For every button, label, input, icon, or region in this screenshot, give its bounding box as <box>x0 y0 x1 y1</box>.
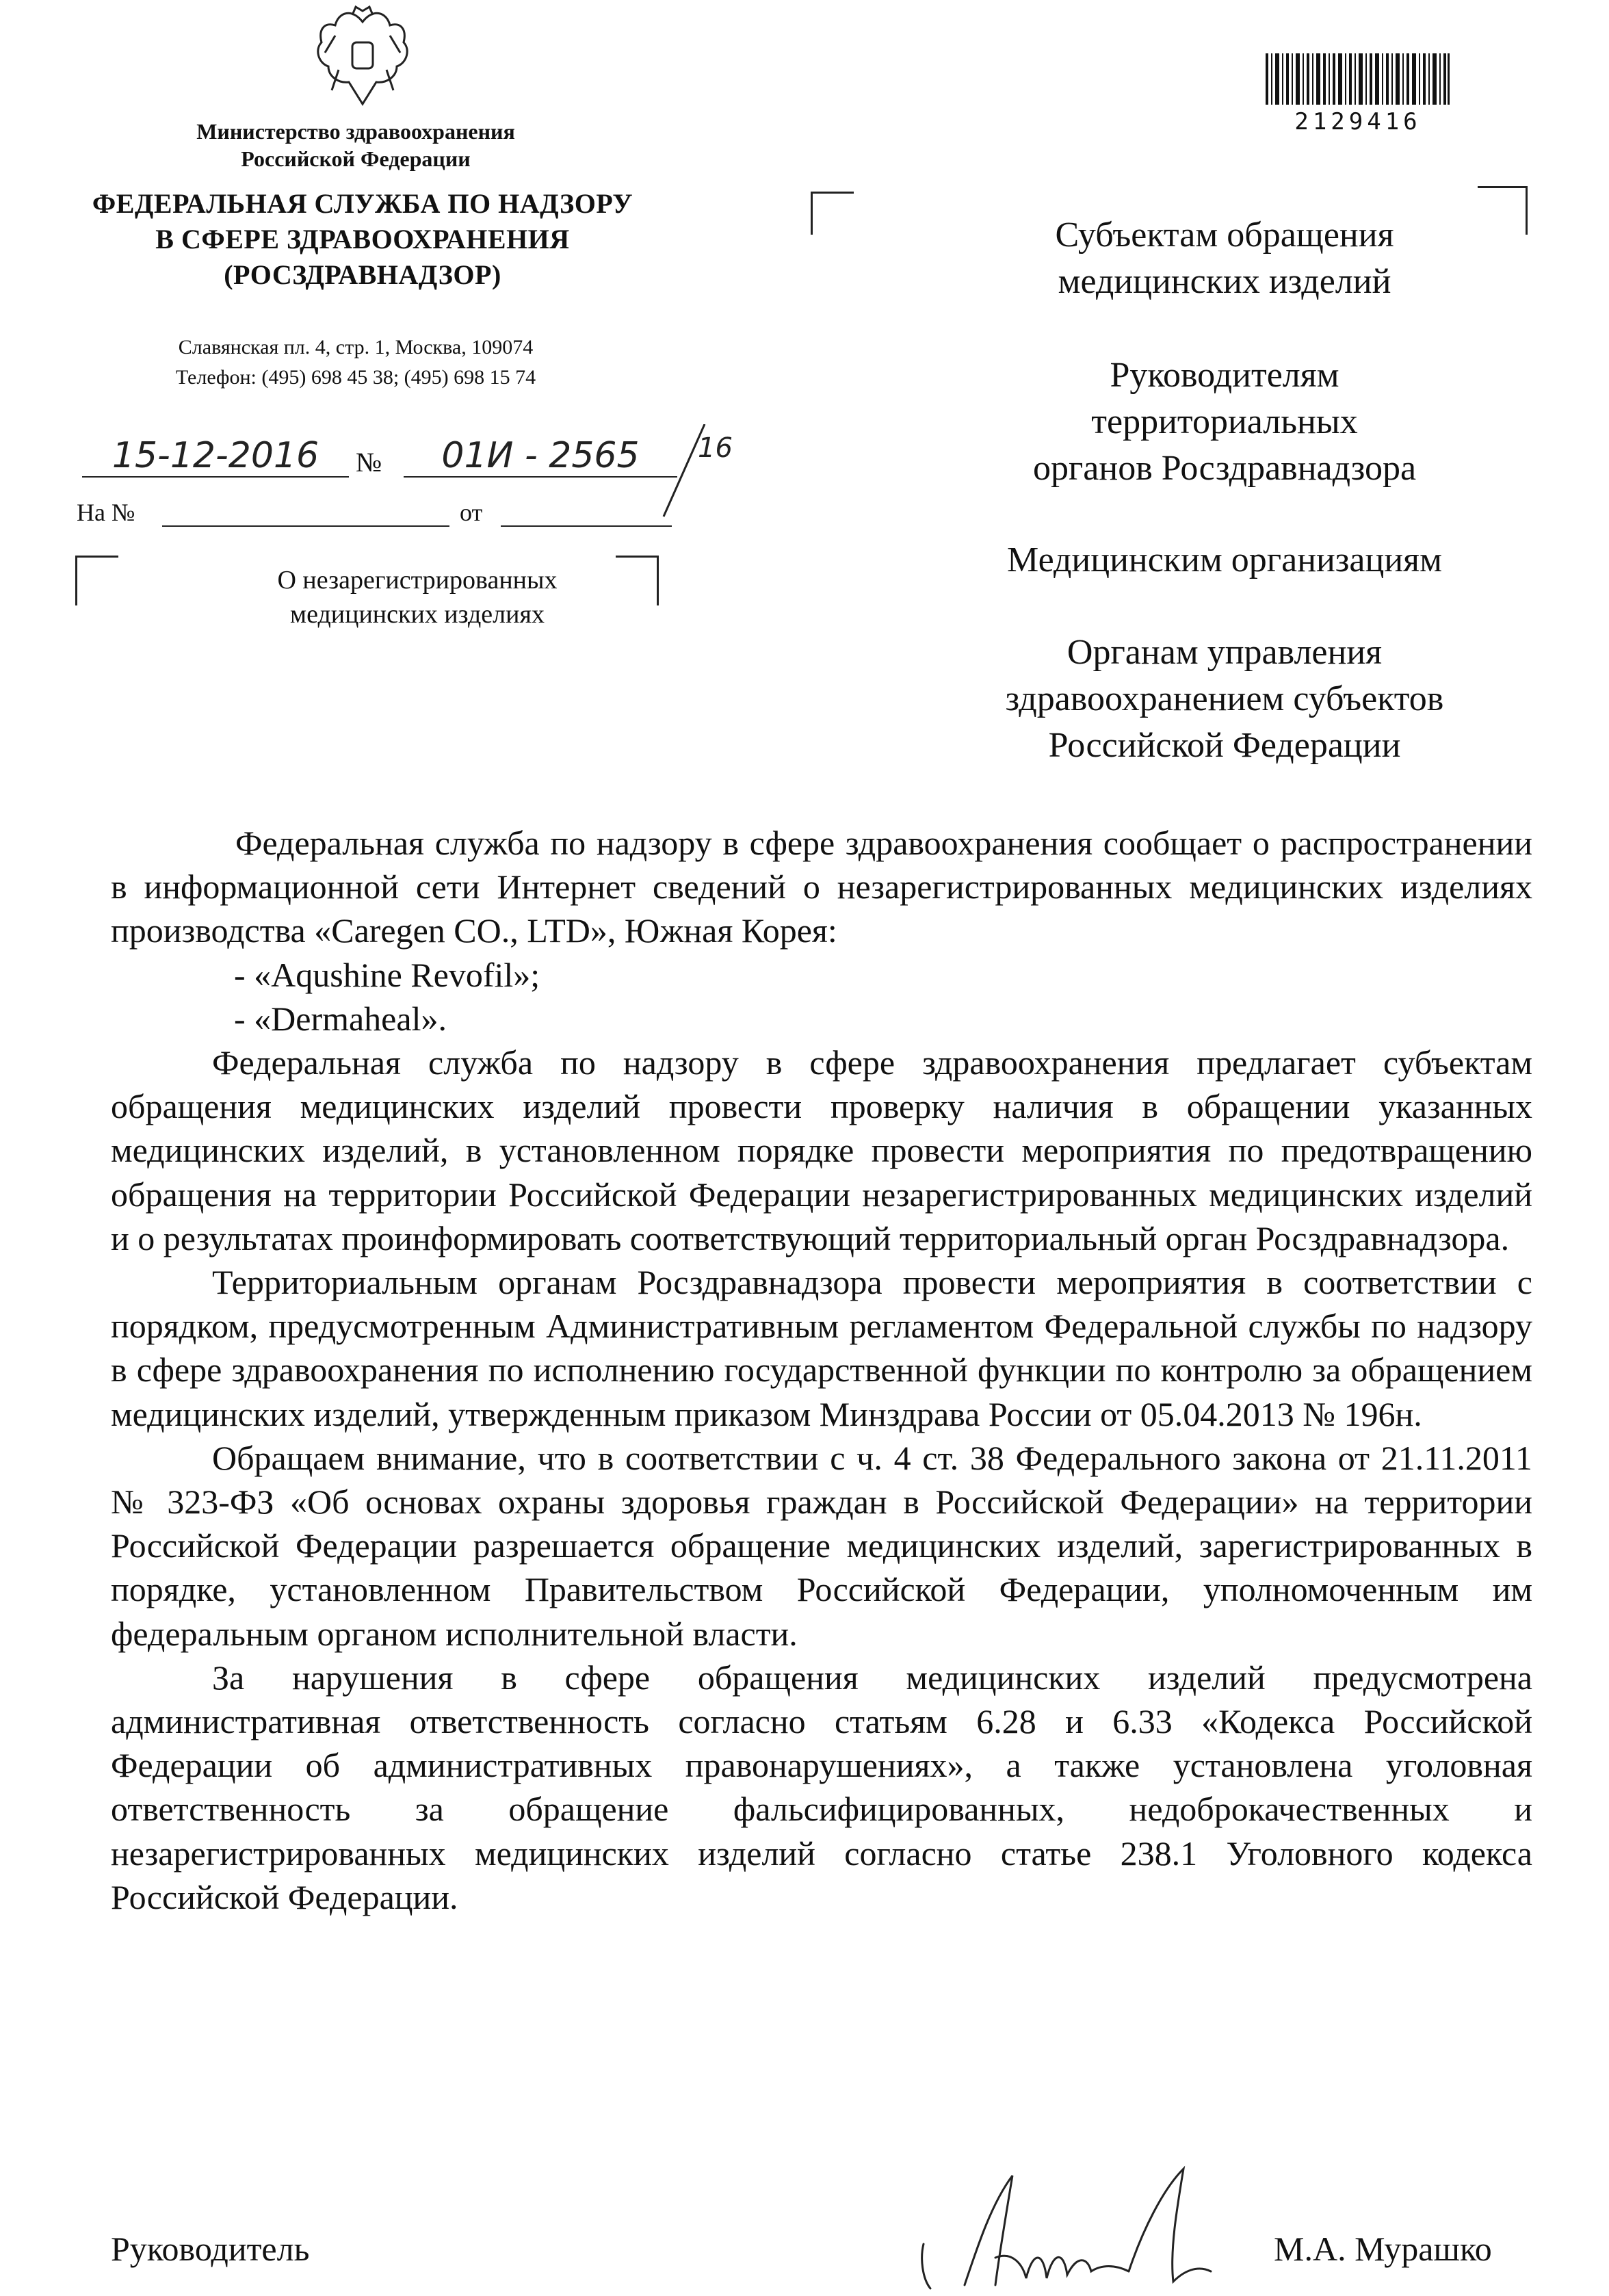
ministry-line: Министерство здравоохранения <box>196 119 515 144</box>
recipient-block-4 <box>917 629 1532 769</box>
signature-position: Руководитель <box>111 2230 310 2268</box>
recipient-line: Органам управления <box>1067 633 1383 672</box>
reply-reference-line <box>77 498 672 532</box>
recipient-line: Субъектам обращения <box>1055 216 1394 255</box>
recipient-line: территориальных <box>1091 402 1358 441</box>
signatory-name: М.А. Мурашко <box>1274 2230 1492 2268</box>
service-name <box>62 186 664 293</box>
phone-line: Телефон: (495) 698 45 38; (495) 698 15 74 <box>175 366 536 389</box>
number-sign: № <box>356 447 382 478</box>
registration-line <box>82 431 732 486</box>
recipient-line: медицинских изделий <box>1058 262 1391 301</box>
registration-number: 01И - 2565 <box>404 435 677 478</box>
address-line: Славянская пл. 4, стр. 1, Москва, 109074 <box>178 336 534 358</box>
ministry-line: Российской Федерации <box>241 146 471 171</box>
recipient-line: Руководителям <box>1110 356 1339 395</box>
body-paragraph: Федеральная служба по надзору в сфере здравоохранения предлагает субъектам обращения медицинских изделий провести проверку наличия в обращении указанных медицинских изделий, в установленном порядке провести мероприятия по предотвращению обращения на территории Российской Федерации незарегистрированных медицинских изделий и о результатах проинформировать соответствующий территориальный орган Росздравнадзора. <box>111 1043 1532 1257</box>
document-barcode <box>1266 53 1450 135</box>
product-list-item: - «Dermaheal». <box>234 999 447 1038</box>
subject-line: О незарегистрированных <box>277 566 558 595</box>
reply-from-label: от <box>460 499 483 526</box>
product-list-item: - «Aqushine Revofil»; <box>234 955 540 994</box>
service-line: В СФЕРЕ ЗДРАВООХРАНЕНИЯ <box>155 224 570 255</box>
reply-number-label: На № <box>77 499 135 526</box>
subject-bracket-left <box>75 556 118 605</box>
recipient-block-2 <box>917 352 1532 492</box>
registration-date: 15-12-2016 <box>82 435 349 478</box>
registration-number-suffix: 16 <box>698 432 733 464</box>
body-paragraph: За нарушения в сфере обращения медицинских изделий предусмотрена административная ответственность согласно статьям 6.28 и 6.33 «Кодекса Российской Федерации об административных правонарушениях», а также установлена уголовная ответственность за обращение фальсифицированных, недоброкачественных и незарегистрированных медицинских изделий согласно статье 238.1 Уголовного кодекса Российской Федерации. <box>111 1658 1532 1916</box>
service-address <box>82 332 629 393</box>
ministry-name <box>82 118 629 172</box>
reply-date-blank <box>501 525 672 527</box>
recipient-line: здравоохранением субъектов <box>1005 679 1444 718</box>
body-paragraph: Обращаем внимание, что в соответствии с ч. 4 ст. 38 Федерального закона от 21.11.2011 № 323-ФЗ «Об основах охраны здоровья граждан в Российской Федерации» на территории Российской Федерации разрешается обращение медицинских изделий, зарегистрированных в порядке, установленном Правительством Российской Федерации, уполномоченным им федеральным органом исполнительной власти. <box>111 1438 1532 1653</box>
barcode-bars <box>1266 53 1450 105</box>
barcode-number: 2129416 <box>1294 108 1422 135</box>
reply-number-blank <box>162 525 449 527</box>
service-line: ФЕДЕРАЛЬНАЯ СЛУЖБА ПО НАДЗОРУ <box>92 188 633 219</box>
recipient-line: Российской Федерации <box>1048 726 1401 765</box>
service-line: (РОСЗДРАВНАДЗОР) <box>224 259 501 290</box>
recipient-line: Медицинским организациям <box>1007 540 1442 579</box>
recipient-block-3 <box>917 537 1532 584</box>
letter-subject <box>205 563 629 631</box>
body-paragraph: Территориальным органам Росздравнадзора провести мероприятия в соответствии с порядком, предусмотренным Административным регламентом Федеральной службы по надзору в сфере здравоохранения по исполнению государственной функции по контролю за обращением медицинских изделий, утвержденным приказом Минздрава России от 05.04.2013 № 196н. <box>111 1263 1532 1433</box>
recipient-block-1 <box>917 212 1532 305</box>
subject-line: медицинских изделиях <box>290 600 545 629</box>
letter-body <box>111 821 1532 1919</box>
recipient-line: органов Росздравнадзора <box>1032 449 1417 488</box>
coat-of-arms-emblem <box>311 1 414 111</box>
body-paragraph: Федеральная служба по надзору в сфере здравоохранения сообщает о распространении в информационной сети Интернет сведений о незарегистрированных медицинских изделиях производства «Caregen CO., LTD», Южная Корея: <box>111 824 1532 950</box>
handwritten-signature <box>910 2162 1279 2293</box>
recipient-bracket-left <box>811 192 854 235</box>
